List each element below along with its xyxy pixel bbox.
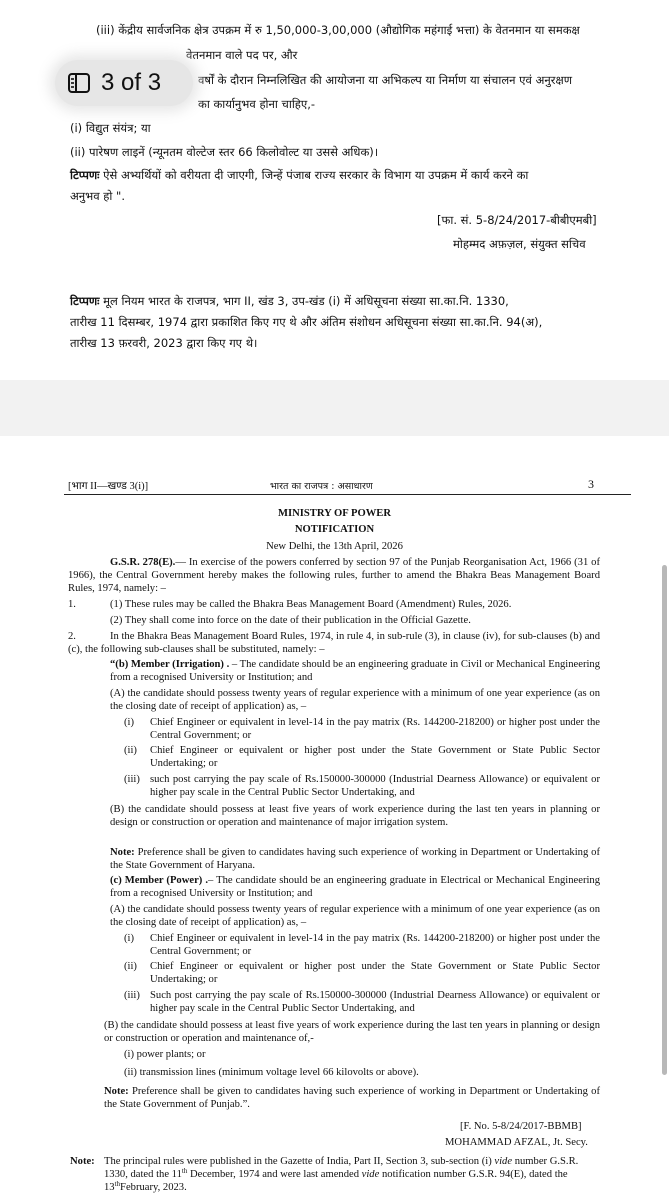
hindi-note: टिप्पणः ऐसे अभ्यर्थियों को वरीयता दी जाएगी, जिन्हें पंजाब राज्य सरकार के विभाग या उपक्रम में कार्य करने का [70,168,529,182]
item-text: (i) power plants; or [124,1049,206,1060]
hindi-line: अनुभव हो ". [70,189,125,203]
footnote-label: Note: [70,1156,95,1167]
item-number: (iii) [124,990,140,1001]
item-text: (ii) transmission lines (minimum voltage level 66 kilovolts or above). [124,1067,419,1078]
notification-date: New Delhi, the 13th April, 2026 [266,541,403,552]
page-indicator-label: 3 of 3 [101,69,162,96]
rule-text: (2) They shall come into force on the date of their publication in the Official Gazette. [110,615,471,626]
subclause-c-b: (B) the candidate should possess at least five years of work experience during the last ten years in planning or design or construction or operation and maintenance of,- [104,1020,600,1044]
hindi-line: तारीख 13 फ़रवरी, 2023 द्वारा किए गए थे। [70,336,258,350]
item-text: Chief Engineer or equivalent or higher post under the State Government or State Public Sector Undertaking; or [150,961,600,985]
rule-text: (1) These rules may be called the Bhakra Beas Management Board (Amendment) Rules, 2026. [110,599,512,610]
footnote-text: The principal rules were published in the Gazette of India, Part II, Section 3, sub-section (i) vide number G.S.R. 1330, dated the 11th December, 1974 and were last amended vide notification number G.S.R. 94(E), dated the 13thFebruary, 2023. [104,1156,579,1193]
item-text: Chief Engineer or equivalent in level-14 in the pay matrix (Rs. 144200-218200) or higher post under the Central Government; or [150,933,600,957]
hindi-line: तारीख 11 दिसम्बर, 1974 द्वारा प्रकाशित किए गए थे और अंतिम संशोधन अधिसूचना संख्या सा.का.नि. 94(अ), [70,315,543,329]
item-number: (ii) [124,961,137,972]
hindi-footnote: टिप्पणः मूल नियम भारत के राजपत्र, भाग II, खंड 3, उप-खंड (i) में अधिसूचना संख्या सा.का.नि. 1330, [70,294,509,308]
subclause-b: “(b) Member (Irrigation) . – The candidate should be an engineering graduate in Civil or Mechanical Engineering from a recognised University or Institution; and [110,659,601,683]
page-separator [0,380,669,436]
signatory: MOHAMMAD AFZAL, Jt. Secy. [445,1137,588,1148]
item-text: Such post carrying the pay scale of Rs.150000-300000 (Industrial Dearness Allowance) or equivalent or higher pay scale in the Central Public Sector Undertaking, and [150,990,600,1014]
ministry-title: MINISTRY OF POWER [277,508,392,519]
item-number: (i) [124,933,134,944]
hindi-line: वेतनमान वाले पद पर, और [186,48,298,62]
rule-text: In the Bhakra Beas Management Board Rules, 1974, in rule 4, in sub-rule (3), in clause (iv), for sub-clauses (b) and (c), the following sub-clauses shall be substituted, namely: – [68,631,600,655]
item-text: Chief Engineer or equivalent in level-14 in the pay matrix (Rs. 144200-218200) or higher post under the Central Government; or [150,717,600,741]
item-number: (iii) [124,774,140,785]
gazette-page-hindi [0,0,669,380]
sidebar-toggle-icon [67,71,91,95]
hindi-line: (iii) केंद्रीय सार्वजनिक क्षेत्र उपक्रम में रु 1,50,000-3,00,000 (औद्योगिक महंगाई भत्ता) के वेतनमान या समकक्ष [96,23,580,37]
item-number: (i) [124,717,134,728]
notification-title: NOTIFICATION [294,524,375,535]
subclause-b-b: (B) the candidate should possess at least five years of work experience during the last ten years in planning or design or construction or operation and maintenance of major irrigation system. [110,804,600,828]
hindi-line: (ii) पारेषण लाइनें (न्यूनतम वोल्टेज स्तर 66 किलोवोल्ट या उससे अधिक)। [70,145,379,159]
header-rule [64,494,631,495]
subclause-c-a: (A) the candidate should possess twenty years of regular experience with a minimum of one year experience (as on the closing date of receipt of application) as, – [110,904,600,928]
item-text: such post carrying the pay scale of Rs.150000-300000 (Industrial Dearness Allowance) or equivalent or higher pay scale in the Central Public Sector Undertaking, and [150,774,600,798]
hindi-file-number: [फा. सं. 5-8/24/2017-बीबीएमबी] [437,213,597,227]
hindi-line: वर्षों के दौरान निम्नलिखित की आयोजना या अभिकल्प या निर्माण या संचालन एवं अनुरक्षण [198,73,573,87]
gsr-paragraph: G.S.R. 278(E).— In exercise of the powers conferred by section 97 of the Punjab Reorganisation Act, 1966 (31 of 1966), the Central Government hereby makes the following rules, further to amend the Bhakra Beas Management Board Rules, 1974, namely: – [68,557,600,594]
header-page-number: 3 [588,477,594,491]
item-number: (ii) [124,745,137,756]
rule-number: 1. [68,599,76,610]
item-text: Chief Engineer or equivalent or higher post under the State Government or State Public Sector Undertaking; or [150,745,600,769]
header-part: [भाग II—खण्ड 3(i)] [68,481,149,492]
subclause-b-a: (A) the candidate should possess twenty years of regular experience with a minimum of one year experience (as on the closing date of receipt of application) as, – [110,688,600,712]
hindi-line: का कार्यानुभव होना चाहिए,- [198,97,316,111]
header-title: भारत का राजपत्र : असाधारण [270,481,373,492]
subclause-c-note: Note: Preference shall be given to candidates having such experience of working in Department or Undertaking of the State Government of Punjab.”. [104,1086,600,1110]
subclause-c: (c) Member (Power) .– The candidate should be an engineering graduate in Electrical or Mechanical Engineering from a recognised University or Institution; and [110,875,601,899]
hindi-signatory: मोहम्मद अफ़ज़ल, संयुक्त सचिव [453,237,586,251]
subclause-b-note: Note: Preference shall be given to candidates having such experience of working in Department or Undertaking of the State Government of Haryana. [110,847,600,871]
page-indicator[interactable] [55,60,193,106]
scrollbar-thumb[interactable] [662,565,667,1075]
file-number: [F. No. 5-8/24/2017-BBMB] [460,1121,582,1132]
rule-number: 2. [68,631,76,642]
hindi-line: (i) विद्युत संयंत्र; या [70,121,151,135]
